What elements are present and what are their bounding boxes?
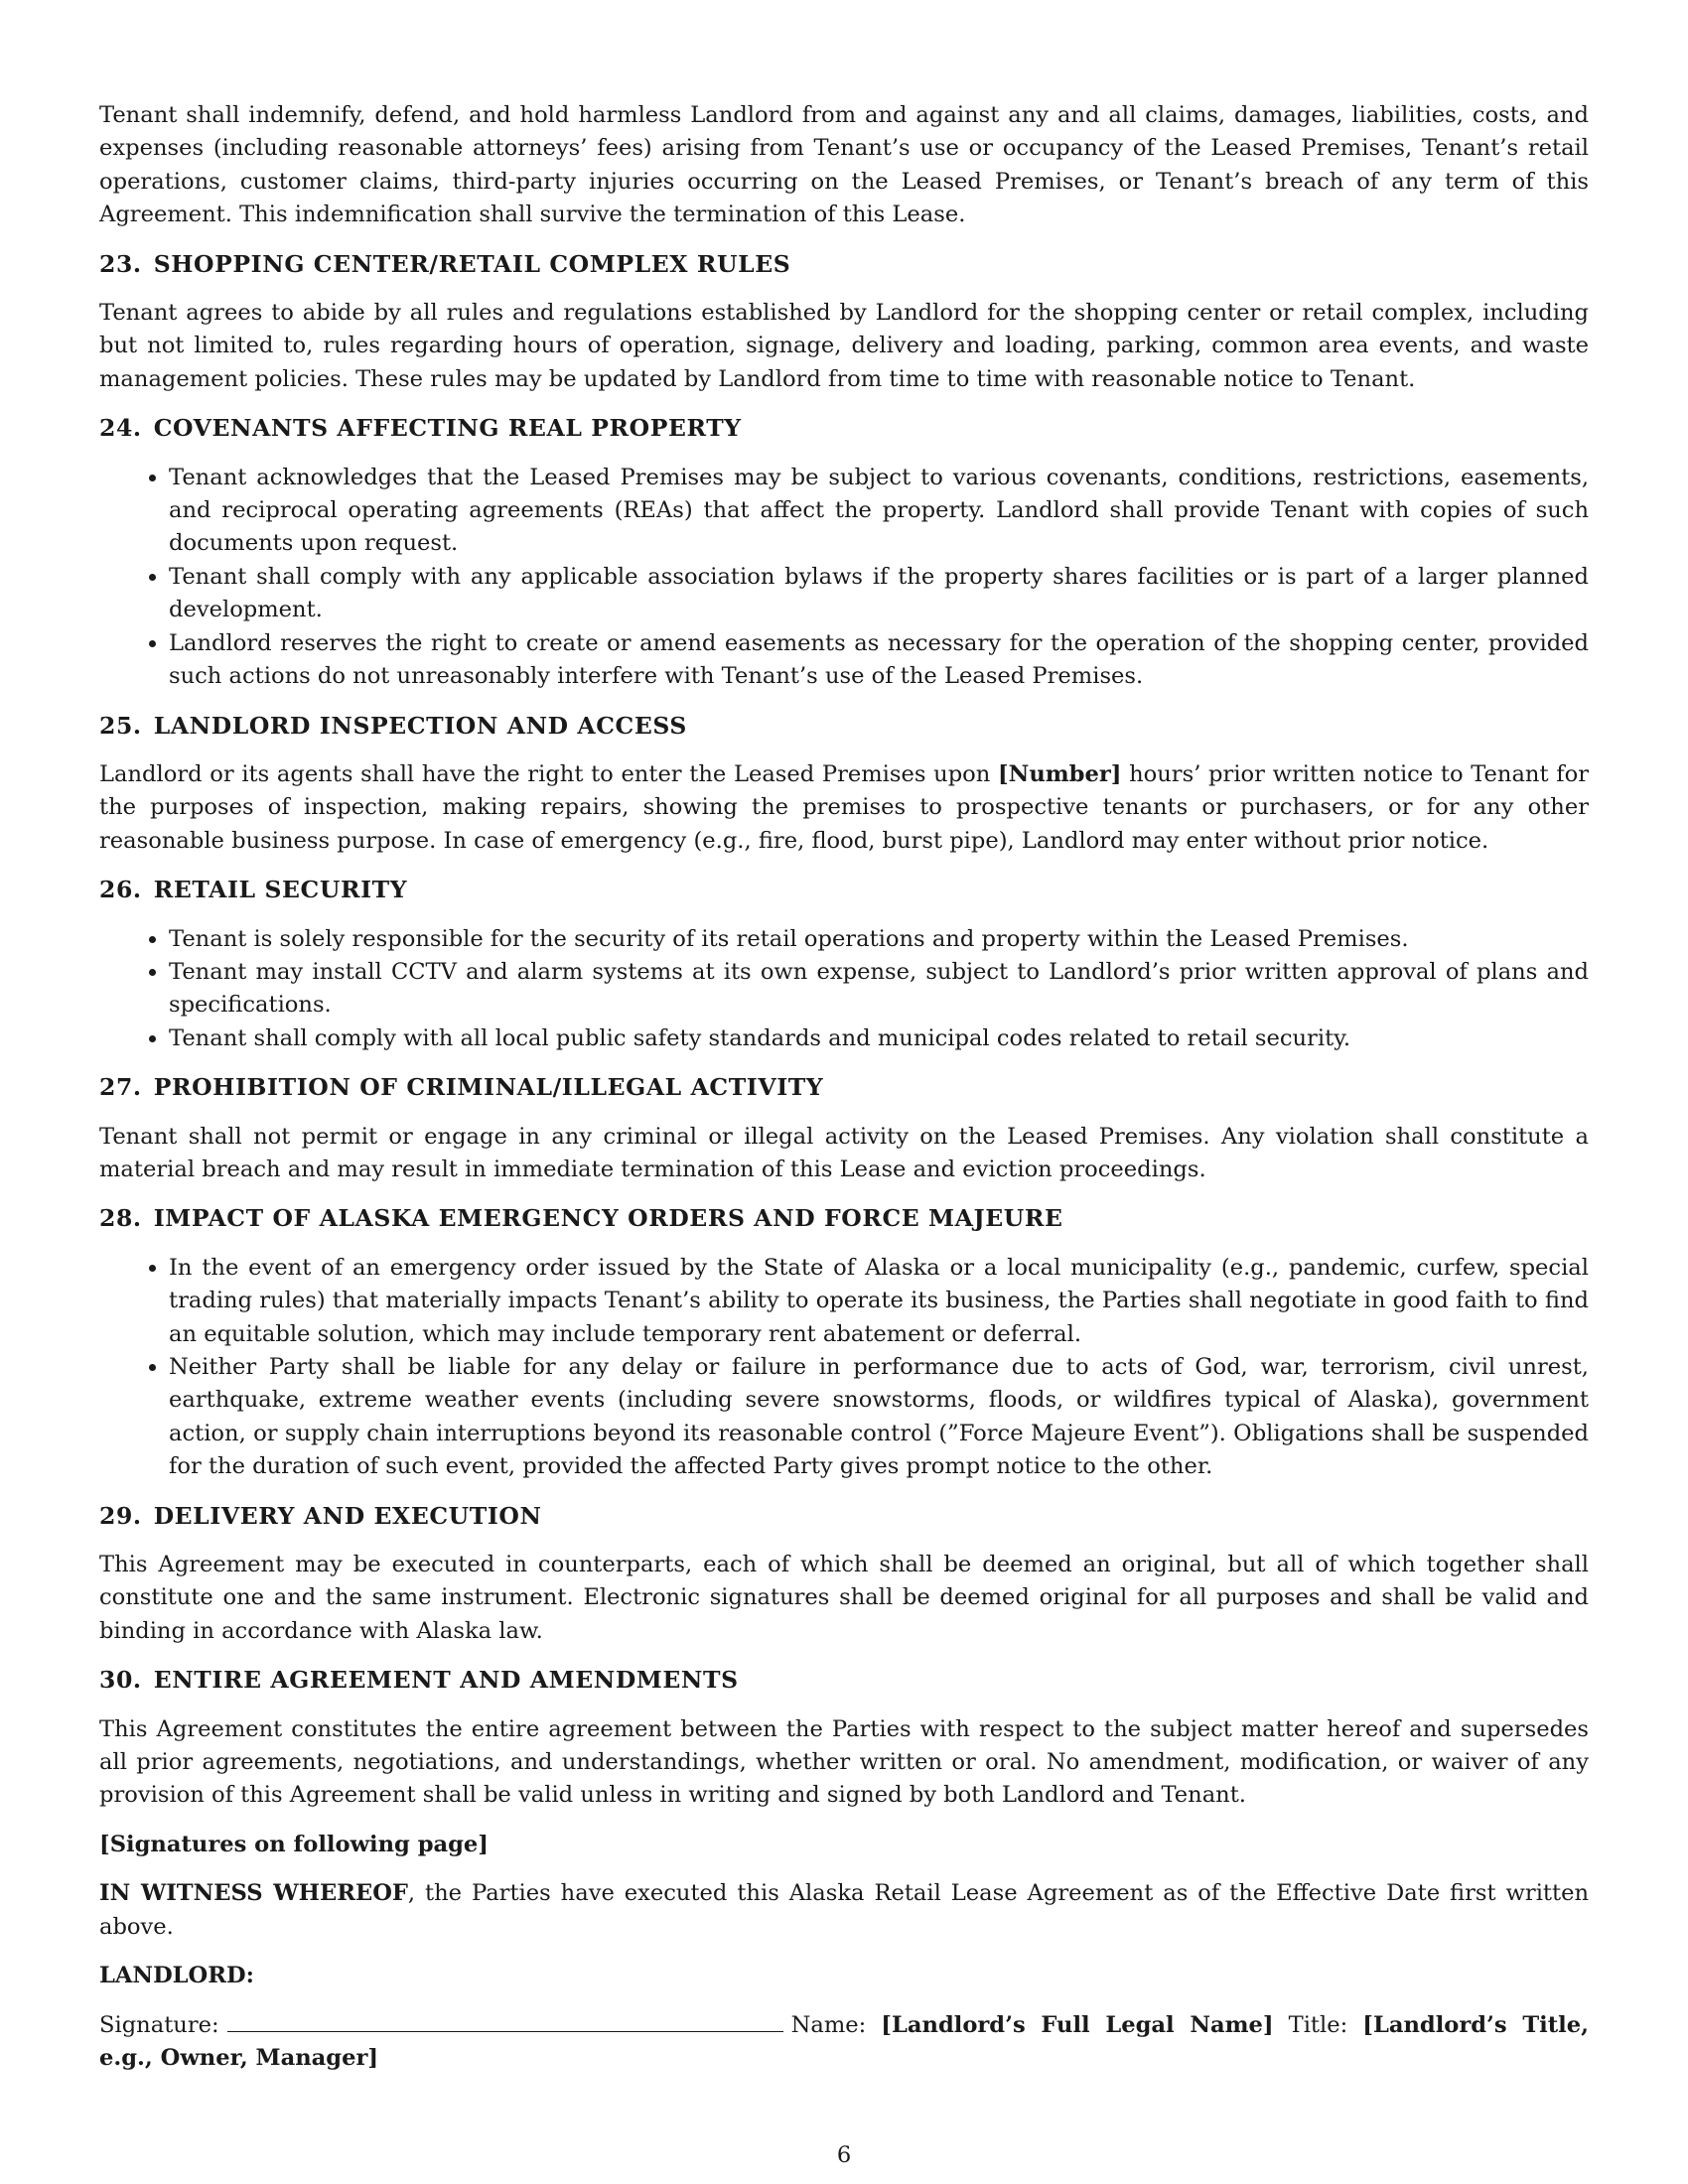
signature-line[interactable] (227, 2009, 783, 2032)
list-item: • Tenant acknowledges that the Leased Premises may be subject to various covenants, conditions, restrictions, easements, and reciprocal operating agreements (REAs) that affect the property. Landlord shall provide Tenant with copies of such documents upon request. (169, 462, 1589, 561)
section-25-body (99, 758, 1589, 858)
list-item: • Tenant shall comply with any applicable association bylaws if the property shares facilities or is part of a larger planned development. (169, 561, 1589, 627)
section-23-heading (99, 248, 1589, 281)
list-item: • Tenant is solely responsible for the security of its retail operations and property within the Leased Premises. (169, 923, 1589, 956)
section-number: 26. (99, 876, 142, 904)
section-title: IMPACT OF ALASKA EMERGENCY ORDERS AND FORCE MAJEURE (153, 1204, 1063, 1233)
signature-label: Signature: (99, 2011, 219, 2038)
document-page (99, 99, 1589, 2091)
body-text: Landlord or its agents shall have the right to enter the Leased Premises upon (99, 760, 998, 787)
section-29-body: This Agreement may be executed in counterparts, each of which shall be deemed an original, but all of which together shall constitute one and the same instrument. Electronic signatures shall be deemed original for all purposes and shall be valid and binding in accordance with Alaska law. (99, 1552, 1589, 1644)
landlord-title-placeholder: [Landlord’s Title, e.g., Owner, Manager] (99, 2011, 1589, 2071)
indemnification-paragraph: Tenant shall indemnify, defend, and hold harmless Landlord from and against any and all claims, damages, liabilities, costs, and expenses (including reasonable attorneys’ fees) arising from Tenant’s use or occupancy of the Leased Premises, Tenant’s retail operations, customer claims, third-party injuries occurring on the Leased Premises, or Tenant’s breach of any term of this Agreement. This indemnification shall survive the termination of this Lease. (99, 102, 1589, 228)
section-30-heading (99, 1664, 1589, 1697)
section-title: RETAIL SECURITY (153, 876, 408, 904)
list-item: • Landlord reserves the right to create or amend easements as necessary for the operation of the shopping center, provided such actions do not unreasonably interfere with Tenant’s use of the Leased Premises. (169, 627, 1589, 694)
section-25-heading (99, 710, 1589, 743)
section-27-heading (99, 1071, 1589, 1104)
landlord-name-placeholder: [Landlord’s Full Legal Name] (881, 2011, 1274, 2038)
number-placeholder: [Number] (997, 760, 1122, 787)
name-label: Name: (790, 2011, 867, 2038)
landlord-heading: LANDLORD: (99, 1963, 254, 1989)
list-item: • Tenant shall comply with all local public safety standards and municipal codes related to retail security. (169, 1023, 1589, 1055)
title-label: Title: (1288, 2011, 1348, 2038)
section-28-list (99, 1252, 1589, 1484)
section-title: SHOPPING CENTER/RETAIL COMPLEX RULES (153, 249, 791, 278)
section-number: 25. (99, 711, 142, 740)
section-number: 27. (99, 1073, 142, 1102)
section-26-list (99, 923, 1589, 1056)
section-24-list (99, 462, 1589, 694)
list-item: • In the event of an emergency order issued by the State of Alaska or a local municipality (e.g., pandemic, curfew, special trading rules) that materially impacts Tenant’s ability to operate its business, the Parties shall negotiate in good faith to find an equitable solution, which may include temporary rent abatement or deferral. (169, 1252, 1589, 1351)
page-number: 6 (836, 2142, 852, 2168)
section-title: DELIVERY AND EXECUTION (153, 1501, 542, 1530)
section-number: 29. (99, 1501, 142, 1530)
section-27-body: Tenant shall not permit or engage in any criminal or illegal activity on the Leased Premises. Any violation shall constitute a material breach and may result in immediate termination of this Lease and eviction proceedings. (99, 1123, 1589, 1182)
section-title: COVENANTS AFFECTING REAL PROPERTY (153, 414, 742, 443)
landlord-signature-block (99, 2009, 1589, 2076)
section-title: PROHIBITION OF CRIMINAL/ILLEGAL ACTIVITY (153, 1073, 824, 1102)
section-29-heading (99, 1500, 1589, 1533)
section-26-heading (99, 874, 1589, 906)
section-number: 28. (99, 1204, 142, 1233)
section-23-body: Tenant agrees to abide by all rules and regulations established by Landlord for the shopping center or retail complex, including but not limited to, rules regarding hours of operation, signage, delivery and loading, parking, common area events, and waste management policies. These rules may be updated by Landlord from time to time with reasonable notice to Tenant. (99, 300, 1589, 392)
signatures-note: [Signatures on following page] (99, 1831, 489, 1857)
list-item: • Tenant may install CCTV and alarm systems at its own expense, subject to Landlord’s prior written approval of plans and specifications. (169, 956, 1589, 1023)
witness-lead: IN WITNESS WHEREOF (99, 1880, 408, 1907)
section-30-body: This Agreement constitutes the entire agreement between the Parties with respect to the subject matter hereof and supersedes all prior agreements, negotiations, and understandings, whether written or oral. No amendment, modification, or waiver of any provision of this Agreement shall be valid unless in writing and signed by both Landlord and Tenant. (99, 1715, 1589, 1809)
section-24-heading (99, 412, 1589, 445)
witness-text: , the Parties have executed this Alaska Retail Lease Agreement as of the Effective Date first written above. (99, 1880, 1589, 1940)
section-title: LANDLORD INSPECTION AND ACCESS (153, 711, 687, 740)
list-item: • Neither Party shall be liable for any delay or failure in performance due to acts of God, war, terrorism, civil unrest, earthquake, extreme weather events (including severe snowstorms, floods, or wildfires typical of Alaska), government action, or supply chain interruptions beyond its reasonable control (”Force Majeure Event”). Obligations shall be suspended for the duration of such event, provided the affected Party gives prompt notice to the other. (169, 1351, 1589, 1484)
witness-clause (99, 1877, 1589, 1944)
section-number: 30. (99, 1666, 142, 1695)
section-title: ENTIRE AGREEMENT AND AMENDMENTS (153, 1666, 739, 1695)
body-text: hours’ prior written notice to Tenant for the purposes of inspection, making repairs, showing the premises to prospective tenants or purchasers, or for any other reasonable business purpose. In case of emergency (e.g., fire, flood, burst pipe), Landlord may enter without prior notice. (99, 760, 1589, 854)
section-number: 23. (99, 249, 142, 278)
section-28-heading (99, 1202, 1589, 1235)
section-number: 24. (99, 414, 142, 443)
